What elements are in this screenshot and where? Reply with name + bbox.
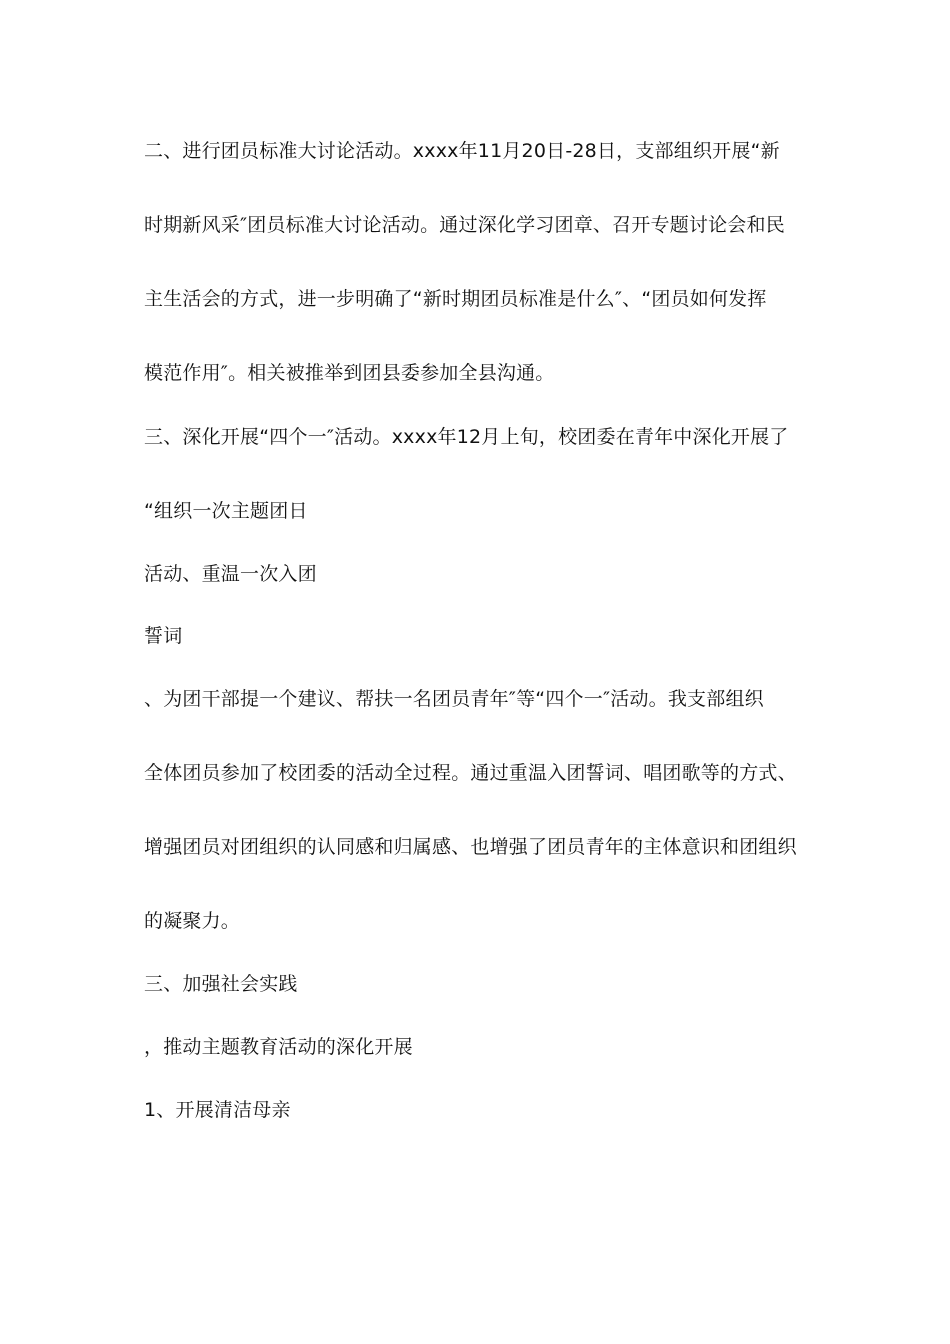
section-heading: 三、加强社会实践 (144, 973, 298, 995)
paragraph-line: 模范作用″。相关被推举到团县委参加全县沟通。 (144, 362, 555, 384)
paragraph-line: 全体团员参加了校团委的活动全过程。通过重温入团誓词、唱团歌等的方式、 (144, 762, 797, 784)
paragraph-line: 活动、重温一次入团 (144, 563, 317, 585)
paragraph-line: 三、深化开展“四个一″活动。xxxx年12月上旬，校团委在青年中深化开展了 (144, 426, 789, 448)
paragraph-line: 主生活会的方式，进一步明确了“新时期团员标准是什么″、“团员如何发挥 (144, 288, 767, 310)
paragraph-line: “组织一次主题团日 (144, 500, 308, 522)
paragraph-line: 时期新风采″团员标准大讨论活动。通过深化学习团章、召开专题讨论会和民 (144, 214, 785, 236)
list-item: 1、开展清洁母亲 (144, 1099, 291, 1121)
paragraph-line: 二、进行团员标准大讨论活动。xxxx年11月20日-28日，支部组织开展“新 (144, 140, 780, 162)
paragraph-line: 增强团员对团组织的认同感和归属感、也增强了团员青年的主体意识和团组织 (144, 836, 797, 858)
paragraph-line: 、为团干部提一个建议、帮扶一名团员青年″等“四个一″活动。我支部组织 (144, 688, 764, 710)
paragraph-line: ，推动主题教育活动的深化开展 (144, 1036, 413, 1058)
paragraph-line: 的凝聚力。 (144, 910, 241, 932)
paragraph-line: 誓词 (144, 625, 183, 647)
